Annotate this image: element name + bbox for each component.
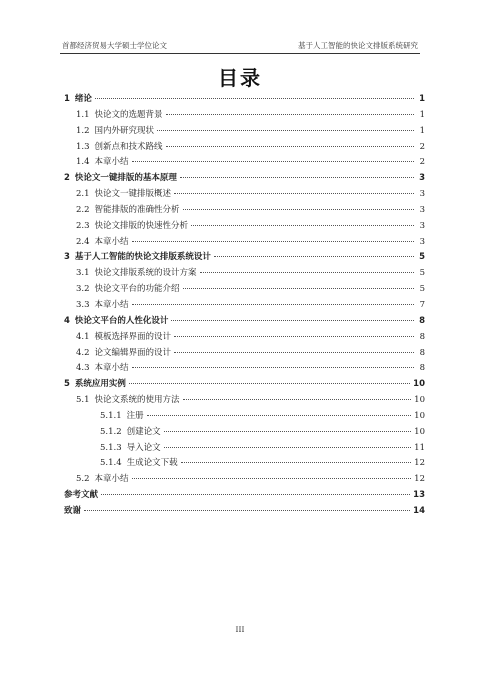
toc-entry-title: 本章小结 (94, 157, 129, 168)
toc-dot-leader (129, 383, 410, 384)
running-header (62, 40, 418, 54)
toc-entry-page: 8 (419, 347, 425, 358)
toc-entry-title: 注册 (126, 410, 144, 421)
toc-entry[interactable] (64, 187, 425, 203)
toc-dot-leader (183, 288, 414, 289)
toc-entry-title: 快论文平台的功能介绍 (94, 284, 180, 295)
toc-entry-title: 生成论文下载 (126, 458, 178, 469)
toc-entry[interactable] (64, 92, 425, 108)
toc-entry-number: 4 (64, 315, 70, 326)
toc-entry-page: 3 (419, 220, 425, 231)
toc-entry-number: 1.3 (76, 141, 90, 152)
toc-dot-leader (164, 447, 412, 448)
toc-entry-title: 创建论文 (126, 426, 161, 437)
toc-entry[interactable] (64, 219, 425, 235)
toc-entry[interactable] (64, 425, 425, 441)
toc-entry-number: 4.3 (76, 363, 90, 374)
toc-dot-leader (132, 478, 412, 479)
toc-entry-number: 3.1 (76, 268, 90, 279)
toc-dot-leader (174, 336, 414, 337)
toc-entry-page: 10 (414, 410, 425, 421)
toc-dot-leader (166, 146, 414, 147)
toc-entry[interactable] (64, 361, 425, 377)
toc-entry-page: 12 (414, 474, 425, 485)
toc-dot-leader (191, 225, 414, 226)
toc-entry-title: 参考文献 (64, 490, 99, 501)
toc-entry-page: 3 (419, 204, 425, 215)
toc-entry[interactable] (64, 235, 425, 251)
toc-entry-number: 3 (64, 252, 70, 263)
toc-entry-page: 8 (419, 315, 425, 326)
toc-entry-title: 创新点和技术路线 (94, 141, 163, 152)
toc-entry-title: 本章小结 (94, 236, 129, 247)
toc-entry-number: 4.2 (76, 347, 90, 358)
toc-entry[interactable] (64, 250, 425, 266)
toc-entry[interactable] (64, 282, 425, 298)
toc-entry-number: 2 (64, 173, 70, 184)
toc-entry-title: 快论文排版系统的设计方案 (94, 268, 197, 279)
toc-entry[interactable] (64, 203, 425, 219)
toc-entry-number: 5.1.3 (100, 442, 122, 453)
toc-entry-title: 本章小结 (94, 299, 129, 310)
toc-entry-number: 1 (64, 94, 70, 104)
toc-entry-title: 快论文的选题背景 (94, 109, 163, 120)
toc-dot-leader (174, 352, 414, 353)
toc-entry-title: 致谢 (64, 505, 82, 516)
toc-entry-page: 1 (419, 125, 425, 136)
toc-entry-title: 绪论 (74, 94, 92, 104)
toc-entry[interactable] (64, 393, 425, 409)
toc-entry-title: 模板选择界面的设计 (94, 331, 172, 342)
toc-entry-title: 快论文平台的人性化设计 (74, 315, 169, 326)
toc-entry-page: 12 (414, 458, 425, 469)
toc-entry-number: 4.1 (76, 331, 90, 342)
toc-dot-leader (174, 193, 414, 194)
toc-entry-title: 快论文一键排版概述 (94, 189, 172, 200)
toc-entry-number: 2.1 (76, 189, 90, 200)
toc-entry-title: 基于人工智能的快论文排版系统设计 (74, 252, 211, 263)
toc-entry-page: 5 (419, 268, 425, 279)
toc-dot-leader (147, 415, 412, 416)
toc-dot-leader (132, 241, 414, 242)
toc-dot-leader (181, 462, 412, 463)
toc-dot-leader (171, 320, 414, 321)
toc-dot-leader (200, 272, 414, 273)
toc-entry-page: 1 (419, 94, 425, 104)
toc-dot-leader (166, 114, 414, 115)
toc-dot-leader (157, 130, 414, 131)
toc-entry-page: 10 (413, 379, 425, 390)
toc-entry-title: 智能排版的准确性分析 (94, 204, 180, 215)
toc-dot-leader (84, 510, 410, 511)
toc-entry-number: 3.3 (76, 299, 90, 310)
toc-dot-leader (101, 494, 410, 495)
toc-entry[interactable] (64, 409, 425, 425)
toc-entry-title: 国内外研究现状 (94, 125, 155, 136)
toc-entry[interactable] (64, 124, 425, 140)
toc-entry[interactable] (64, 140, 425, 156)
toc-entry[interactable] (64, 346, 425, 362)
page-number: III (235, 625, 245, 634)
toc-entry-page: 11 (414, 442, 425, 453)
toc-entry-title: 导入论文 (126, 442, 161, 453)
toc-entry-page: 8 (419, 363, 425, 374)
toc-entry-title: 论文编辑界面的设计 (94, 347, 172, 358)
toc-entry-number: 5.1.1 (100, 410, 122, 421)
toc-entry-page: 2 (419, 141, 425, 152)
toc-entry-page: 3 (419, 173, 425, 184)
toc-entry-title: 快论文排版的快速性分析 (94, 220, 189, 231)
toc-entry-number: 5 (64, 379, 70, 390)
toc-entry-page: 5 (419, 284, 425, 295)
toc-dot-leader (132, 367, 414, 368)
toc-entry-page: 7 (419, 299, 425, 310)
toc-entry-page: 3 (419, 236, 425, 247)
toc-dot-leader (132, 304, 414, 305)
toc-entry-number: 3.2 (76, 284, 90, 295)
table-of-contents (64, 92, 425, 520)
toc-entry-page: 5 (419, 252, 425, 263)
toc-entry-title: 快论文一键排版的基本原理 (74, 173, 177, 184)
page-title: 目录 (218, 66, 262, 90)
toc-entry[interactable] (64, 298, 425, 314)
toc-dot-leader (183, 209, 414, 210)
toc-entry-page: 13 (413, 490, 425, 501)
toc-entry-number: 2.2 (76, 204, 90, 215)
toc-entry[interactable] (64, 472, 425, 488)
toc-entry[interactable] (64, 330, 425, 346)
toc-entry-page: 10 (414, 395, 425, 406)
toc-entry[interactable] (64, 441, 425, 457)
toc-entry[interactable] (64, 488, 425, 504)
toc-entry-number: 1.1 (76, 109, 90, 120)
toc-dot-leader (95, 98, 414, 99)
toc-dot-leader (183, 399, 412, 400)
toc-entry[interactable] (64, 171, 425, 187)
toc-dot-leader (132, 161, 414, 162)
header-divider (60, 53, 420, 54)
toc-dot-leader (180, 177, 414, 178)
toc-entry-page: 3 (419, 189, 425, 200)
toc-entry[interactable] (64, 108, 425, 124)
toc-entry[interactable] (64, 377, 425, 393)
toc-entry-title: 快论文系统的使用方法 (94, 395, 180, 406)
toc-entry-number: 1.2 (76, 125, 90, 136)
toc-entry-number: 2.4 (76, 236, 90, 247)
toc-entry-page: 1 (419, 109, 425, 120)
toc-dot-leader (164, 431, 412, 432)
toc-entry[interactable] (64, 456, 425, 472)
toc-entry[interactable] (64, 504, 425, 520)
toc-entry-page: 10 (414, 426, 425, 437)
header-thesis-title: 基于人工智能的快论文排版系统研究 (298, 41, 418, 50)
toc-entry-number: 5.2 (76, 474, 90, 485)
toc-entry-page: 8 (419, 331, 425, 342)
toc-entry-title: 系统应用实例 (74, 379, 126, 390)
header-university: 首都经济贸易大学硕士学位论文 (62, 41, 167, 50)
toc-entry-number: 5.1 (76, 395, 90, 406)
toc-entry-page: 2 (419, 157, 425, 168)
toc-entry-number: 5.1.4 (100, 458, 122, 469)
toc-entry-number: 1.4 (76, 157, 90, 168)
toc-entry-number: 2.3 (76, 220, 90, 231)
toc-entry-title: 本章小结 (94, 474, 129, 485)
toc-entry[interactable] (64, 266, 425, 282)
toc-entry-number: 5.1.2 (100, 426, 122, 437)
toc-entry-title: 本章小结 (94, 363, 129, 374)
toc-entry[interactable] (64, 314, 425, 330)
toc-dot-leader (214, 256, 414, 257)
toc-entry-page: 14 (413, 505, 425, 516)
toc-entry[interactable] (64, 155, 425, 171)
